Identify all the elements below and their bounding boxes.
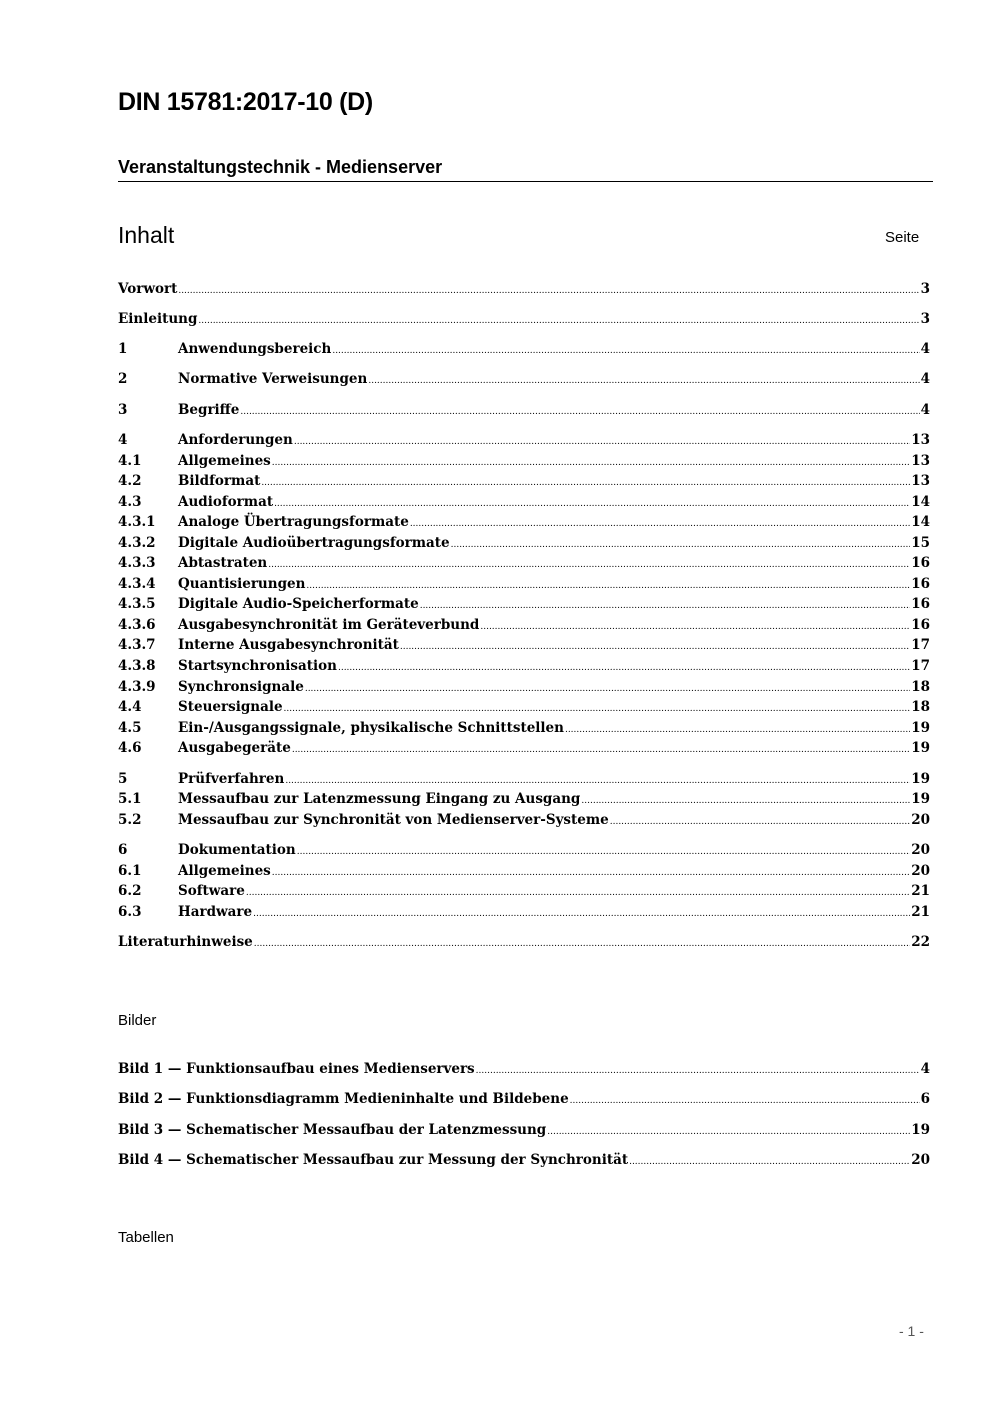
toc-entry-number: 4.3.7 <box>118 637 156 653</box>
toc-entry[interactable] <box>118 740 930 760</box>
toc-entry[interactable] <box>118 637 930 657</box>
toc-entry[interactable] <box>118 473 930 493</box>
toc-entry-title: Ausgabegeräte <box>178 740 291 756</box>
toc-entry-number: 4.1 <box>118 453 142 469</box>
toc-entry[interactable] <box>118 842 930 862</box>
toc-entry-number: 4.3.5 <box>118 596 156 612</box>
toc-leader <box>178 286 919 296</box>
figure-entry-page: 6 <box>920 1091 930 1107</box>
toc-leader <box>246 888 910 898</box>
page-number: - 1 - <box>899 1323 924 1339</box>
toc-entry[interactable] <box>118 812 930 832</box>
toc-leader <box>272 458 910 468</box>
toc-entry-number: 4.3.6 <box>118 617 156 633</box>
toc-entry[interactable] <box>118 555 930 575</box>
toc-entry-title: Digitale Audioübertragungsformate <box>178 535 450 551</box>
toc-entry-number: 4.3.3 <box>118 555 156 571</box>
toc-entry[interactable] <box>118 494 930 514</box>
toc-entry[interactable] <box>118 720 930 740</box>
toc-entry-page: 4 <box>920 341 930 357</box>
toc-leader <box>261 478 910 488</box>
toc-entry[interactable] <box>118 617 930 637</box>
toc-entry-number: 4.2 <box>118 473 142 489</box>
toc-leader <box>284 704 911 714</box>
toc-leader <box>420 601 911 611</box>
toc-entry[interactable] <box>118 904 930 924</box>
figure-entry[interactable] <box>118 1091 930 1111</box>
toc-leader <box>565 725 910 735</box>
toc-entry-page: 18 <box>911 679 930 695</box>
toc-entry-page: 16 <box>911 555 930 571</box>
figure-entry[interactable] <box>118 1152 930 1172</box>
toc-entry-number: 4.3.4 <box>118 576 156 592</box>
toc-leader <box>332 346 919 356</box>
toc-entry-title: Messaufbau zur Latenzmessung Eingang zu Ausgang <box>178 791 581 807</box>
toc-entry-page: 4 <box>920 371 930 387</box>
toc-entry-page: 19 <box>911 791 930 807</box>
toc-entry-title: Hardware <box>178 904 253 920</box>
toc-entry[interactable] <box>118 576 930 596</box>
toc-entry-number: 2 <box>118 371 128 387</box>
toc-leader <box>480 622 910 632</box>
toc-entry-title: Normative Verweisungen <box>178 371 368 387</box>
toc-entry-number: 5 <box>118 771 128 787</box>
toc-leader <box>272 868 910 878</box>
toc-entry-number: 4 <box>118 432 128 448</box>
toc-entry-page: 19 <box>911 740 930 756</box>
toc-leader <box>285 776 910 786</box>
toc-entry-title: Anforderungen <box>178 432 293 448</box>
document-title: DIN 15781:2017-10 (D) <box>118 88 373 116</box>
toc-entry[interactable] <box>118 371 930 391</box>
toc-entry[interactable] <box>118 771 930 791</box>
toc-entry[interactable] <box>118 281 930 301</box>
figure-entry-title: Bild 3 — Schematischer Messaufbau der Latenzmessung <box>118 1122 547 1138</box>
toc-entry-page: 21 <box>911 904 930 920</box>
toc-entry-page: 13 <box>911 453 930 469</box>
toc-leader <box>570 1096 920 1106</box>
toc-leader <box>629 1157 910 1167</box>
toc-leader <box>547 1127 910 1137</box>
toc-entry-page: 20 <box>911 812 930 828</box>
toc-entry-number: 4.3.8 <box>118 658 156 674</box>
toc-entry-number: 4.5 <box>118 720 142 736</box>
toc-entry[interactable] <box>118 453 930 473</box>
figure-entry-title: Bild 1 — Funktionsaufbau eines Medienservers <box>118 1061 475 1077</box>
toc-leader <box>253 909 910 919</box>
toc-entry-page: 16 <box>911 596 930 612</box>
toc-entry-title: Dokumentation <box>178 842 296 858</box>
toc-entry-page: 13 <box>911 432 930 448</box>
toc-entry-title: Ein-/Ausgangssignale, physikalische Schnittstellen <box>178 720 564 736</box>
toc-leader <box>451 540 911 550</box>
toc-entry-page: 21 <box>911 883 930 899</box>
figure-entry[interactable] <box>118 1122 930 1142</box>
toc-leader <box>306 581 910 591</box>
toc-leader <box>610 817 910 827</box>
toc-leader <box>198 316 919 326</box>
toc-leader <box>581 796 910 806</box>
toc-entry-title: Allgemeines <box>178 863 271 879</box>
toc-entry[interactable] <box>118 535 930 555</box>
toc-leader <box>297 847 910 857</box>
toc-entry-number: 4.6 <box>118 740 142 756</box>
toc-entry-title: Begriffe <box>178 402 240 418</box>
toc-entry-title: Ausgabesynchronität im Geräteverbund <box>178 617 480 633</box>
toc-entry-title: Digitale Audio-Speicherformate <box>178 596 419 612</box>
toc-entry[interactable] <box>118 341 930 361</box>
figure-entry-title: Bild 4 — Schematischer Messaufbau zur Messung der Synchronität <box>118 1152 629 1168</box>
toc-leader <box>410 519 910 529</box>
toc-entry[interactable] <box>118 934 930 954</box>
toc-leader <box>268 560 910 570</box>
toc-entry-number: 6.3 <box>118 904 142 920</box>
toc-entry-page: 4 <box>920 402 930 418</box>
toc-entry-number: 4.3.9 <box>118 679 156 695</box>
toc-entry[interactable] <box>118 699 930 719</box>
toc-entry-number: 4.4 <box>118 699 142 715</box>
toc-entry[interactable] <box>118 402 930 422</box>
toc-entry[interactable] <box>118 679 930 699</box>
toc-entry-page: 20 <box>911 842 930 858</box>
toc-entry-title: Synchronsignale <box>178 679 304 695</box>
toc-entry-title: Prüfverfahren <box>178 771 285 787</box>
figures-heading: Bilder <box>118 1012 157 1029</box>
toc-entry-number: 4.3 <box>118 494 142 510</box>
toc-entry[interactable] <box>118 311 930 331</box>
toc-entry-title: Analoge Übertragungsformate <box>178 514 409 530</box>
tables-heading: Tabellen <box>118 1229 174 1246</box>
toc-leader <box>400 642 910 652</box>
toc-entry-number: 6.1 <box>118 863 142 879</box>
toc-entry[interactable] <box>118 432 930 452</box>
toc-leader <box>292 745 910 755</box>
toc-entry-title: Messaufbau zur Synchronität von Medienserver-Systeme <box>178 812 609 828</box>
figure-entry-page: 19 <box>911 1122 930 1138</box>
toc-entry[interactable] <box>118 658 930 678</box>
toc-leader <box>294 437 910 447</box>
toc-entry-title: Startsynchronisation <box>178 658 337 674</box>
document-subtitle: Veranstaltungstechnik - Medienserver <box>118 157 933 182</box>
toc-entry[interactable] <box>118 596 930 616</box>
toc-entry-title: Interne Ausgabesynchronität <box>178 637 399 653</box>
toc-entry-number: 6 <box>118 842 128 858</box>
toc-entry[interactable] <box>118 514 930 534</box>
figure-entry[interactable] <box>118 1061 930 1081</box>
toc-leader <box>240 407 919 417</box>
toc-entry-title: Einleitung <box>118 311 198 327</box>
toc-entry-title: Vorwort <box>118 281 178 297</box>
toc-entry-page: 15 <box>911 535 930 551</box>
toc-entry-page: 19 <box>911 720 930 736</box>
toc-entry-number: 5.1 <box>118 791 142 807</box>
toc-entry-number: 3 <box>118 402 128 418</box>
toc-page-label: Seite <box>885 229 920 246</box>
toc-entry-title: Anwendungsbereich <box>178 341 332 357</box>
toc-leader <box>274 499 910 509</box>
toc-entry-number: 5.2 <box>118 812 142 828</box>
figure-entry-page: 4 <box>920 1061 930 1077</box>
toc-entry-page: 19 <box>911 771 930 787</box>
toc-entry-page: 18 <box>911 699 930 715</box>
toc-entry-page: 17 <box>911 637 930 653</box>
toc-entry-number: 4.3.2 <box>118 535 156 551</box>
toc-leader <box>254 939 910 949</box>
toc-entry-page: 22 <box>911 934 930 950</box>
toc-entry-page: 14 <box>911 494 930 510</box>
toc-entry-page: 16 <box>911 576 930 592</box>
toc-entry-page: 20 <box>911 863 930 879</box>
toc-entry-title: Bildformat <box>178 473 261 489</box>
toc-entry-title: Steuersignale <box>178 699 283 715</box>
toc-heading: Inhalt <box>118 222 175 248</box>
toc-entry-title: Software <box>178 883 245 899</box>
toc-entry-page: 16 <box>911 617 930 633</box>
toc-entry-title: Abtastraten <box>178 555 268 571</box>
figure-entry-title: Bild 2 — Funktionsdiagramm Medieninhalte und Bildebene <box>118 1091 569 1107</box>
toc-leader <box>338 663 910 673</box>
toc-entry[interactable] <box>118 863 930 883</box>
toc-entry-page: 3 <box>920 311 930 327</box>
toc-entry-title: Allgemeines <box>178 453 271 469</box>
toc-entry-number: 4.3.1 <box>118 514 156 530</box>
toc-entry-page: 17 <box>911 658 930 674</box>
toc-entry[interactable] <box>118 883 930 903</box>
toc-entry-title: Audioformat <box>178 494 274 510</box>
figure-entry-page: 20 <box>911 1152 930 1168</box>
toc-entry-page: 13 <box>911 473 930 489</box>
toc-entry-title: Quantisierungen <box>178 576 306 592</box>
toc-entry-page: 14 <box>911 514 930 530</box>
toc-entry-page: 3 <box>920 281 930 297</box>
toc-entry-number: 1 <box>118 341 128 357</box>
toc-entry-number: 6.2 <box>118 883 142 899</box>
toc-entry[interactable] <box>118 791 930 811</box>
toc-entry-title: Literaturhinweise <box>118 934 253 950</box>
toc-leader <box>305 684 910 694</box>
toc-leader <box>368 376 919 386</box>
toc-leader <box>476 1066 920 1076</box>
